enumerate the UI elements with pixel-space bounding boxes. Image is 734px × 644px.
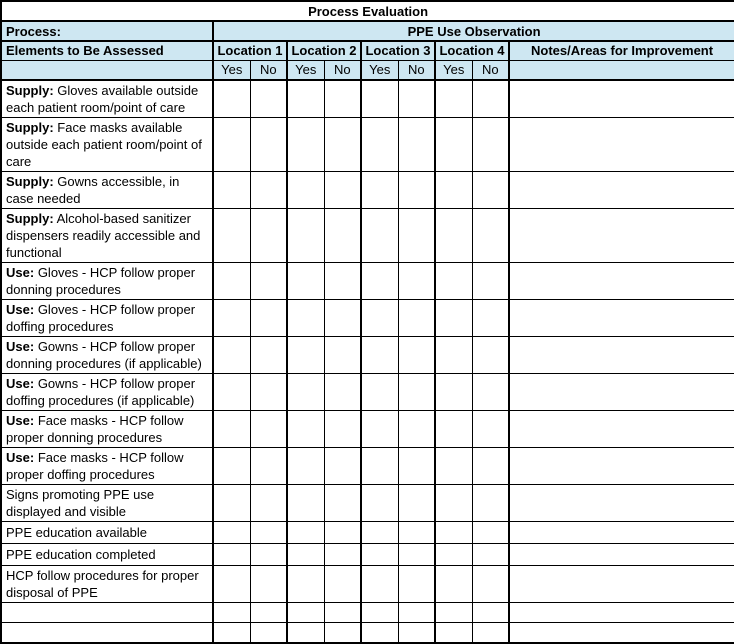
row-label	[1, 603, 213, 623]
location-3-yes-cell[interactable]	[361, 172, 398, 209]
location-3-yes-cell[interactable]	[361, 209, 398, 263]
location-4-yes-cell[interactable]	[435, 485, 472, 522]
location-1-no-cell[interactable]	[250, 172, 287, 209]
location-1-yes-cell[interactable]	[213, 172, 250, 209]
location-4-no-cell[interactable]	[472, 80, 509, 118]
table-row	[1, 485, 734, 522]
location-4-no-header: No	[472, 60, 509, 80]
location-2-no-cell[interactable]	[324, 80, 361, 118]
row-label: Use: Face masks - HCP follow proper donning procedures	[1, 411, 213, 448]
location-3-yes-cell[interactable]	[361, 337, 398, 374]
location-4-no-cell[interactable]	[472, 374, 509, 411]
location-4-no-cell[interactable]	[472, 209, 509, 263]
location-1-yes-cell[interactable]	[213, 623, 250, 643]
notes-cell[interactable]	[509, 118, 734, 172]
notes-cell[interactable]	[509, 566, 734, 603]
table-row	[1, 522, 734, 544]
yes-no-header-row	[1, 60, 734, 80]
table-row	[1, 80, 734, 118]
location-2-no-cell[interactable]	[324, 300, 361, 337]
location-4-yes-cell[interactable]	[435, 623, 472, 643]
notes-cell[interactable]	[509, 623, 734, 643]
location-2-yes-cell[interactable]	[287, 374, 324, 411]
table-row	[1, 566, 734, 603]
location-2-no-cell[interactable]	[324, 118, 361, 172]
row-label: Supply: Gowns accessible, in case needed	[1, 172, 213, 209]
row-label	[1, 623, 213, 643]
row-label: Supply: Face masks available outside each patient room/point of care	[1, 118, 213, 172]
location-3-yes-header: Yes	[361, 60, 398, 80]
location-4-yes-cell[interactable]	[435, 80, 472, 118]
location-3-no-header: No	[398, 60, 435, 80]
notes-cell[interactable]	[509, 209, 734, 263]
location-2-no-cell[interactable]	[324, 603, 361, 623]
location-4-yes-cell[interactable]	[435, 172, 472, 209]
process-label: Process:	[1, 21, 213, 41]
location-4-yes-cell[interactable]	[435, 603, 472, 623]
row-label: Supply: Alcohol-based sanitizer dispensers readily accessible and functional	[1, 209, 213, 263]
location-1-yes-cell[interactable]	[213, 209, 250, 263]
table-row	[1, 603, 734, 623]
location-3-yes-cell[interactable]	[361, 566, 398, 603]
column-header-row	[1, 41, 734, 60]
location-3-no-cell[interactable]	[398, 80, 435, 118]
location-3-no-cell[interactable]	[398, 623, 435, 643]
location-4-no-cell[interactable]	[472, 118, 509, 172]
location-2-yes-cell[interactable]	[287, 566, 324, 603]
location-3-no-cell[interactable]	[398, 300, 435, 337]
location-4-no-cell[interactable]	[472, 485, 509, 522]
row-label: PPE education completed	[1, 544, 213, 566]
location-2-no-cell[interactable]	[324, 566, 361, 603]
location-2-yes-cell[interactable]	[287, 337, 324, 374]
location-3-no-cell[interactable]	[398, 485, 435, 522]
location-1-yes-header: Yes	[213, 60, 250, 80]
location-4-no-cell[interactable]	[472, 448, 509, 485]
location-4-header: Location 4	[435, 41, 509, 60]
location-4-yes-cell[interactable]	[435, 448, 472, 485]
location-1-yes-cell[interactable]	[213, 544, 250, 566]
location-1-yes-cell[interactable]	[213, 411, 250, 448]
location-3-yes-cell[interactable]	[361, 300, 398, 337]
location-2-no-cell[interactable]	[324, 172, 361, 209]
location-1-yes-cell[interactable]	[213, 603, 250, 623]
table-row	[1, 411, 734, 448]
location-3-yes-cell[interactable]	[361, 603, 398, 623]
notes-cell[interactable]	[509, 522, 734, 544]
location-2-header: Location 2	[287, 41, 361, 60]
location-4-no-cell[interactable]	[472, 172, 509, 209]
table-row	[1, 172, 734, 209]
elements-column-header: Elements to Be Assessed	[1, 41, 213, 60]
row-label: Use: Gowns - HCP follow proper donning procedures (if applicable)	[1, 337, 213, 374]
location-1-no-cell[interactable]	[250, 80, 287, 118]
location-3-yes-cell[interactable]	[361, 411, 398, 448]
location-2-yes-cell[interactable]	[287, 209, 324, 263]
location-3-no-cell[interactable]	[398, 209, 435, 263]
title-row	[1, 1, 734, 21]
location-3-yes-cell[interactable]	[361, 374, 398, 411]
table-row	[1, 300, 734, 337]
location-1-no-cell[interactable]	[250, 485, 287, 522]
location-4-no-cell[interactable]	[472, 337, 509, 374]
notes-cell[interactable]	[509, 374, 734, 411]
process-row	[1, 21, 734, 41]
location-4-yes-cell[interactable]	[435, 544, 472, 566]
location-3-no-cell[interactable]	[398, 118, 435, 172]
location-2-no-cell[interactable]	[324, 522, 361, 544]
notes-cell[interactable]	[509, 603, 734, 623]
location-1-yes-cell[interactable]	[213, 522, 250, 544]
location-1-yes-cell[interactable]	[213, 448, 250, 485]
location-1-no-cell[interactable]	[250, 566, 287, 603]
location-3-no-cell[interactable]	[398, 448, 435, 485]
location-4-yes-cell[interactable]	[435, 411, 472, 448]
location-4-no-cell[interactable]	[472, 566, 509, 603]
location-2-no-cell[interactable]	[324, 209, 361, 263]
table-row	[1, 448, 734, 485]
location-4-no-cell[interactable]	[472, 263, 509, 300]
location-1-no-cell[interactable]	[250, 118, 287, 172]
location-3-no-cell[interactable]	[398, 337, 435, 374]
location-1-header: Location 1	[213, 41, 287, 60]
table-row	[1, 209, 734, 263]
location-2-yes-header: Yes	[287, 60, 324, 80]
location-3-no-cell[interactable]	[398, 411, 435, 448]
location-2-no-cell[interactable]	[324, 374, 361, 411]
location-3-no-cell[interactable]	[398, 263, 435, 300]
yesno-spacer-right	[509, 60, 734, 80]
location-1-no-cell[interactable]	[250, 544, 287, 566]
location-2-yes-cell[interactable]	[287, 411, 324, 448]
location-4-yes-cell[interactable]	[435, 300, 472, 337]
location-3-no-cell[interactable]	[398, 603, 435, 623]
location-4-yes-cell[interactable]	[435, 522, 472, 544]
row-label: PPE education available	[1, 522, 213, 544]
location-2-yes-cell[interactable]	[287, 448, 324, 485]
location-1-no-cell[interactable]	[250, 337, 287, 374]
notes-cell[interactable]	[509, 300, 734, 337]
location-1-yes-cell[interactable]	[213, 118, 250, 172]
notes-cell[interactable]	[509, 448, 734, 485]
location-2-no-cell[interactable]	[324, 544, 361, 566]
location-4-yes-cell[interactable]	[435, 566, 472, 603]
location-3-yes-cell[interactable]	[361, 522, 398, 544]
location-3-yes-cell[interactable]	[361, 623, 398, 643]
location-2-no-cell[interactable]	[324, 485, 361, 522]
location-4-no-cell[interactable]	[472, 623, 509, 643]
location-2-yes-cell[interactable]	[287, 623, 324, 643]
location-3-no-cell[interactable]	[398, 172, 435, 209]
notes-column-header: Notes/Areas for Improvement	[509, 41, 734, 60]
location-1-no-cell[interactable]	[250, 263, 287, 300]
location-3-header: Location 3	[361, 41, 435, 60]
location-3-yes-cell[interactable]	[361, 448, 398, 485]
notes-cell[interactable]	[509, 411, 734, 448]
location-1-no-cell[interactable]	[250, 209, 287, 263]
location-2-no-cell[interactable]	[324, 263, 361, 300]
observation-label: PPE Use Observation	[213, 21, 734, 41]
location-4-yes-header: Yes	[435, 60, 472, 80]
location-3-no-cell[interactable]	[398, 522, 435, 544]
location-1-yes-cell[interactable]	[213, 566, 250, 603]
location-3-yes-cell[interactable]	[361, 485, 398, 522]
notes-cell[interactable]	[509, 263, 734, 300]
table-row	[1, 263, 734, 300]
row-label: Use: Gloves - HCP follow proper donning procedures	[1, 263, 213, 300]
location-1-yes-cell[interactable]	[213, 80, 250, 118]
row-label: Use: Face masks - HCP follow proper doffing procedures	[1, 448, 213, 485]
location-2-no-cell[interactable]	[324, 623, 361, 643]
location-2-yes-cell[interactable]	[287, 544, 324, 566]
location-2-yes-cell[interactable]	[287, 172, 324, 209]
location-3-yes-cell[interactable]	[361, 80, 398, 118]
row-label: Supply: Gloves available outside each patient room/point of care	[1, 80, 213, 118]
notes-cell[interactable]	[509, 544, 734, 566]
location-3-no-cell[interactable]	[398, 374, 435, 411]
location-1-yes-cell[interactable]	[213, 374, 250, 411]
location-2-yes-cell[interactable]	[287, 118, 324, 172]
location-3-yes-cell[interactable]	[361, 263, 398, 300]
location-2-yes-cell[interactable]	[287, 80, 324, 118]
row-label: Use: Gloves - HCP follow proper doffing procedures	[1, 300, 213, 337]
location-1-no-cell[interactable]	[250, 300, 287, 337]
notes-cell[interactable]	[509, 172, 734, 209]
row-label: Signs promoting PPE use displayed and visible	[1, 485, 213, 522]
table-body	[1, 80, 734, 643]
notes-cell[interactable]	[509, 337, 734, 374]
location-1-no-cell[interactable]	[250, 603, 287, 623]
table-row	[1, 544, 734, 566]
location-2-yes-cell[interactable]	[287, 263, 324, 300]
row-label: HCP follow procedures for proper disposal of PPE	[1, 566, 213, 603]
location-1-no-cell[interactable]	[250, 374, 287, 411]
location-4-no-cell[interactable]	[472, 300, 509, 337]
location-1-no-cell[interactable]	[250, 448, 287, 485]
row-label: Use: Gowns - HCP follow proper doffing procedures (if applicable)	[1, 374, 213, 411]
location-4-no-cell[interactable]	[472, 522, 509, 544]
location-4-yes-cell[interactable]	[435, 337, 472, 374]
location-3-no-cell[interactable]	[398, 566, 435, 603]
location-2-no-header: No	[324, 60, 361, 80]
table-row	[1, 374, 734, 411]
notes-cell[interactable]	[509, 80, 734, 118]
location-4-no-cell[interactable]	[472, 544, 509, 566]
yesno-spacer-left	[1, 60, 213, 80]
location-4-yes-cell[interactable]	[435, 263, 472, 300]
table-row	[1, 623, 734, 643]
location-3-no-cell[interactable]	[398, 544, 435, 566]
location-1-yes-cell[interactable]	[213, 300, 250, 337]
location-2-yes-cell[interactable]	[287, 485, 324, 522]
location-1-no-cell[interactable]	[250, 522, 287, 544]
table-row	[1, 118, 734, 172]
page-title: Process Evaluation	[1, 1, 734, 21]
location-3-yes-cell[interactable]	[361, 544, 398, 566]
location-1-no-cell[interactable]	[250, 623, 287, 643]
location-4-yes-cell[interactable]	[435, 209, 472, 263]
location-2-no-cell[interactable]	[324, 337, 361, 374]
location-2-yes-cell[interactable]	[287, 300, 324, 337]
location-4-no-cell[interactable]	[472, 603, 509, 623]
table-row	[1, 337, 734, 374]
location-1-yes-cell[interactable]	[213, 337, 250, 374]
location-4-yes-cell[interactable]	[435, 118, 472, 172]
location-1-yes-cell[interactable]	[213, 263, 250, 300]
notes-cell[interactable]	[509, 485, 734, 522]
location-4-no-cell[interactable]	[472, 411, 509, 448]
location-4-yes-cell[interactable]	[435, 374, 472, 411]
location-2-yes-cell[interactable]	[287, 603, 324, 623]
location-1-no-header: No	[250, 60, 287, 80]
location-2-no-cell[interactable]	[324, 448, 361, 485]
location-1-yes-cell[interactable]	[213, 485, 250, 522]
location-2-yes-cell[interactable]	[287, 522, 324, 544]
location-1-no-cell[interactable]	[250, 411, 287, 448]
location-3-yes-cell[interactable]	[361, 118, 398, 172]
location-2-no-cell[interactable]	[324, 411, 361, 448]
